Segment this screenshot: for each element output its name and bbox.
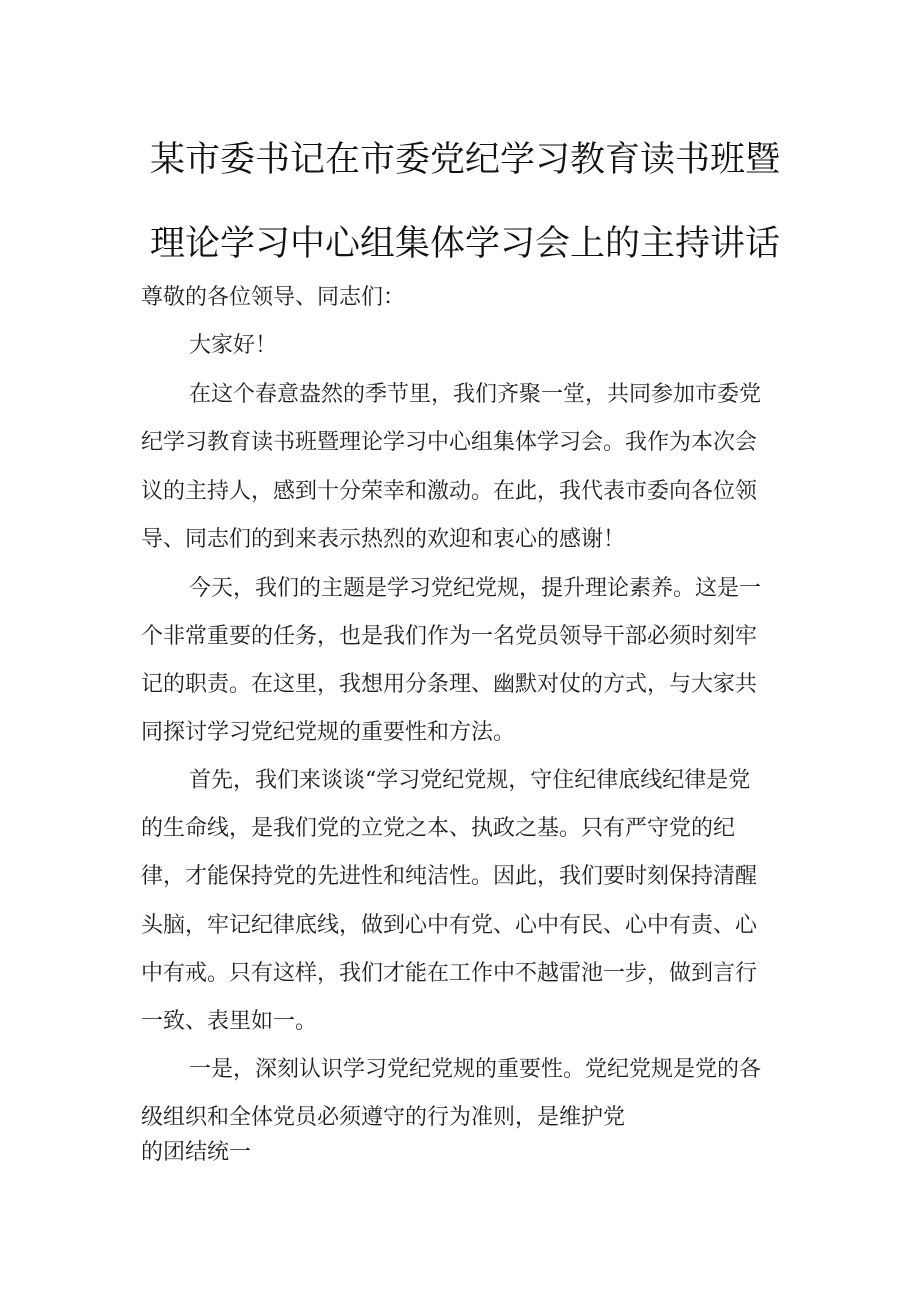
paragraph-line: 一致、表里如一。 [141, 1009, 318, 1034]
paragraph-line: 导、同志们的到来表示热烈的欢迎和衷心的感谢！ [141, 527, 626, 552]
paragraph-line: 议的主持人，感到十分荣幸和激动。在此，我代表市委向各位领 [141, 479, 758, 504]
paragraph-line: 中有戒。只有这样，我们才能在工作中不越雷池一步，做到言行 [141, 961, 758, 986]
document-title-line-2: 理论学习中心组集体学习会上的主持讲话 [150, 224, 781, 264]
paragraph-line: 首先，我们来谈谈“学习党纪党规，守住纪律底线纪律是党 [189, 768, 751, 793]
paragraph-line: 记的职责。在这里，我想用分条理、幽默对仗的方式，与大家共 [141, 672, 758, 697]
paragraph-line: 同探讨学习党纪党规的重要性和方法。 [141, 720, 516, 745]
paragraph-line: 头脑，牢记纪律底线，做到心中有党、心中有民、心中有责、心 [141, 913, 758, 938]
paragraph-line: 的生命线，是我们党的立党之本、执政之基。只有严守党的纪 [141, 816, 736, 841]
paragraph-line: 纪学习教育读书班暨理论学习中心组集体学习会。我作为本次会 [141, 430, 758, 455]
paragraph-line: 的团结统一 [141, 1140, 252, 1165]
greeting: 大家好！ [189, 333, 278, 358]
paragraph-line: 今天，我们的主题是学习党纪党规，提升理论素养。这是一 [189, 576, 762, 601]
paragraph-line: 律，才能保持党的先进性和纯洁性。因此，我们要时刻保持清醒 [141, 864, 758, 889]
paragraph-line: 个非常重要的任务，也是我们作为一名党员领导干部必须时刻牢 [141, 624, 758, 649]
paragraph-line: 级组织和全体党员必须遵守的行为准则，是维护党 [141, 1105, 626, 1130]
salutation: 尊敬的各位领导、同志们： [141, 285, 406, 310]
document-title-line-1: 某市委书记在市委党纪学习教育读书班暨 [150, 140, 781, 180]
paragraph-line: 一是，深刻认识学习党纪党规的重要性。党纪党规是党的各 [189, 1057, 762, 1082]
paragraph-line: 在这个春意盎然的季节里，我们齐聚一堂，共同参加市委党 [189, 382, 762, 407]
